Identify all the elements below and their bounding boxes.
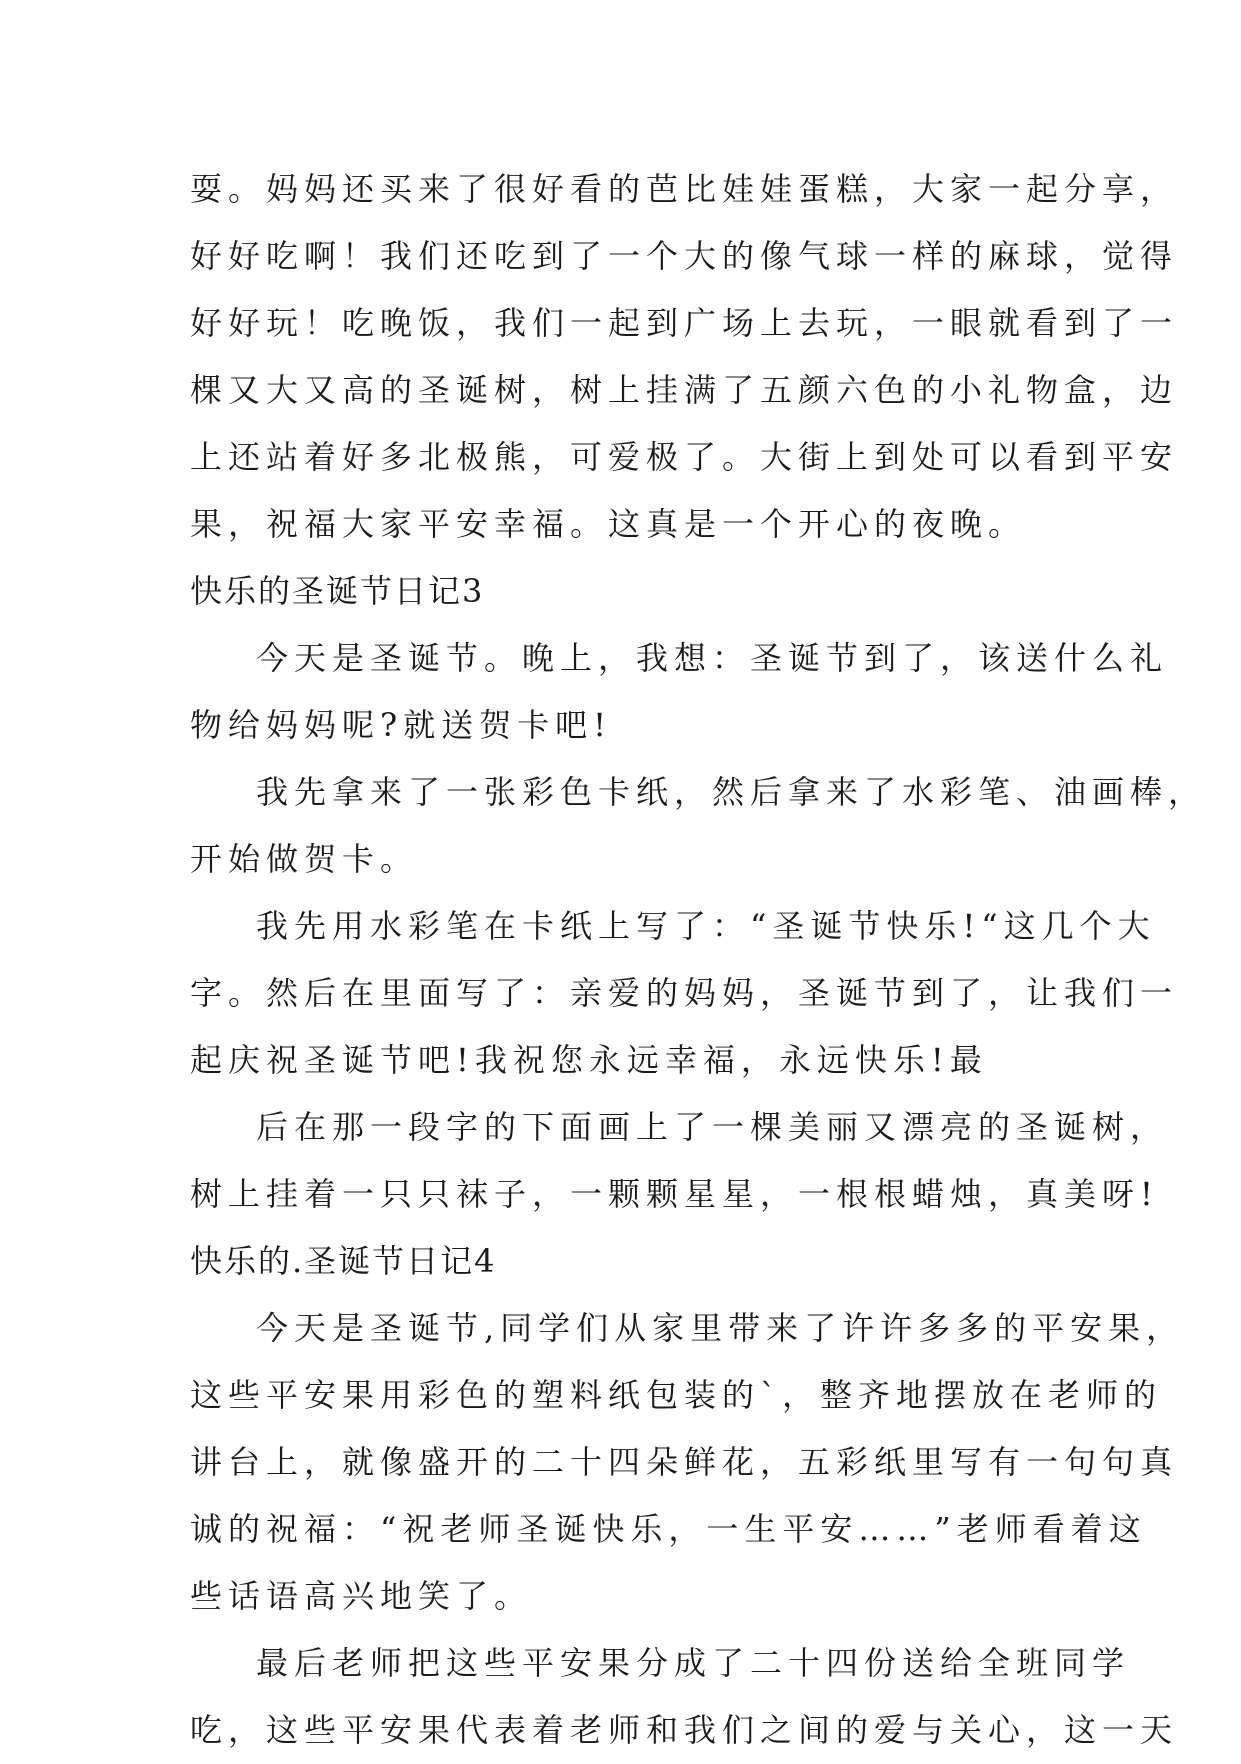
paragraph-line: 好好吃啊！我们还吃到了一个大的像气球一样的麻球，觉得 [190,237,1179,275]
paragraph-line: 我先拿来了一张彩色卡纸，然后拿来了水彩笔、油画棒， [256,773,1207,811]
document-body [190,156,1207,1764]
paragraph-line: 果，祝福大家平安幸福。这真是一个开心的夜晚。 [190,505,1027,543]
paragraph-line: 讲台上，就像盛开的二十四朵鲜花，五彩纸里写有一句句真 [190,1443,1179,1481]
paragraph-line: 些话语高兴地笑了。 [190,1577,533,1615]
paragraph-line: 物给妈妈呢?就送贺卡吧! [190,706,613,744]
section-heading: 快乐的圣诞节日记3 [190,572,485,610]
paragraph-line: 最后老师把这些平安果分成了二十四份送给全班同学 [256,1644,1131,1682]
paragraph-line: 今天是圣诞节,同学们从家里带来了许许多多的平安果， [256,1309,1185,1347]
paragraph-line: 今天是圣诞节。晚上，我想：圣诞节到了，该送什么礼 [256,639,1169,677]
paragraph-line: 诚的祝福：“祝老师圣诞快乐，一生平安……”老师看着这 [190,1510,1147,1548]
paragraph-line: 棵又大又高的圣诞树，树上挂满了五颜六色的小礼物盒，边 [190,371,1179,409]
paragraph-line: 耍。妈妈还买来了很好看的芭比娃娃蛋糕，大家一起分享， [190,170,1179,208]
paragraph-line: 我先用水彩笔在卡纸上写了：“圣诞节快乐!“这几个大 [256,907,1156,945]
paragraph-line: 起庆祝圣诞节吧!我祝您永远幸福，永远快乐!最 [190,1041,988,1079]
paragraph-line: 上还站着好多北极熊，可爱极了。大街上到处可以看到平安 [190,438,1179,476]
paragraph-line: 树上挂着一只只袜子，一颗颗星星，一根根蜡烛，真美呀! [190,1175,1159,1213]
paragraph-line: 字。然后在里面写了：亲爱的妈妈，圣诞节到了，让我们一 [190,974,1179,1012]
paragraph-line: 好好玩！吃晚饭，我们一起到广场上去玩，一眼就看到了一 [190,304,1179,342]
paragraph-line: 这些平安果用彩色的塑料纸包装的`，整齐地摆放在老师的 [190,1376,1163,1414]
section-heading: 快乐的.圣诞节日记4 [190,1242,497,1280]
paragraph-line: 吃，这些平安果代表着老师和我们之间的爱与关心，这一天 [190,1711,1179,1749]
paragraph-line: 开始做贺卡。 [190,840,419,878]
paragraph-line: 后在那一段字的下面画上了一棵美丽又漂亮的圣诞树， [256,1108,1169,1146]
